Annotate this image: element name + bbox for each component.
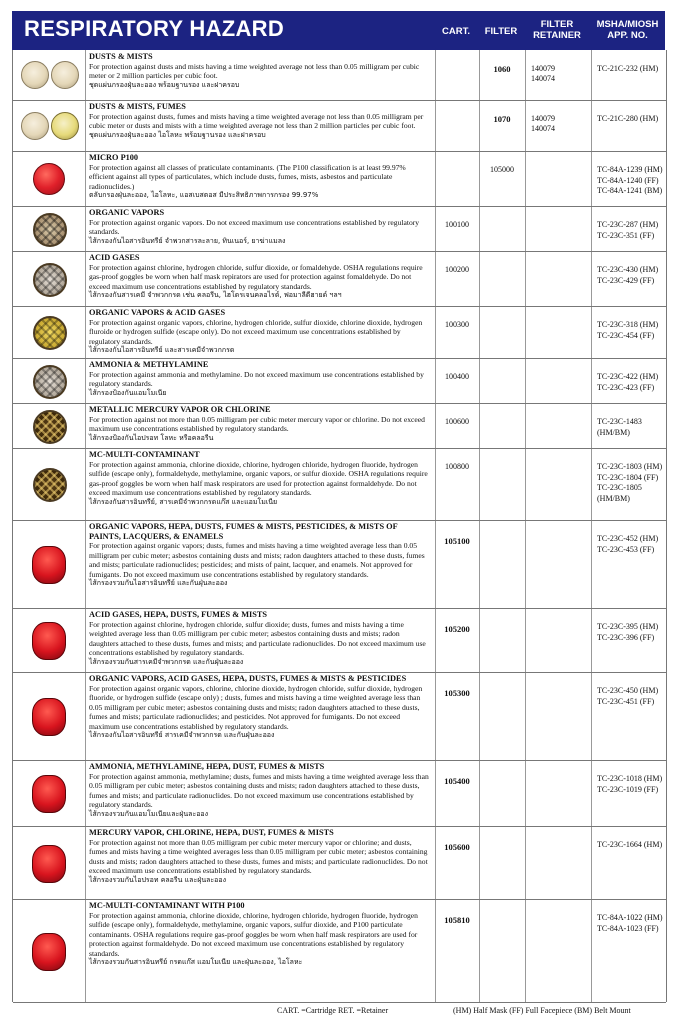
approval-number: TC-23C-423 (FF) — [597, 382, 655, 392]
filter-number: 1070 — [493, 114, 511, 124]
cart-number: 100800 — [445, 462, 469, 471]
hazard-thai-text: ไส้กรองกันไอสารอินทรีย์ และสารเคมีจำพวกกรด — [89, 346, 235, 354]
table-row — [13, 520, 666, 609]
approval-numbers — [597, 165, 665, 197]
cart-number: 105400 — [444, 776, 470, 786]
hazard-table — [12, 50, 667, 1002]
column-header-msha — [590, 19, 665, 41]
approval-number: TC-23C-395 (HM) — [597, 622, 659, 631]
hazard-name: MC-MULTI-CONTAMINANT — [89, 450, 200, 459]
retainer-number: 140074 — [531, 74, 555, 83]
hazard-text: For protection against ammonia, chlorine dioxide, chlorine, hydrogen chloride, hydrogen fluoride, hydrogen sulfide (escape only), formaldehyde, methylamine, organic vapors, or sulfur dioxide. OSHA regulations require gas-proof goggles be worn when half mask respirators are used for protection against formaldehyde. Do not exceed maximum use concentrations established by regulatory standards. — [89, 459, 428, 497]
filter-product-image — [17, 899, 81, 1002]
hazard-name: AMMONIA & METHYLAMINE — [89, 360, 209, 369]
filter-icon — [33, 410, 67, 444]
cart-number: 100600 — [445, 417, 469, 426]
filter-icon — [32, 775, 66, 813]
approval-numbers — [597, 622, 665, 643]
approval-numbers — [597, 114, 665, 125]
hazard-name: MERCURY VAPOR, CHLORINE, HEPA, DUST, FUMES & MISTS — [89, 828, 334, 837]
hazard-description — [89, 52, 429, 90]
approval-number: TC-23C-1018 (HM) — [597, 774, 663, 783]
approval-number: TC-23C-451 (FF) — [597, 696, 655, 706]
approval-number: TC-84A-1239 (HM) — [597, 165, 663, 174]
cart-number: 105200 — [444, 624, 470, 634]
filter-product-image — [17, 403, 81, 448]
approval-numbers — [597, 840, 665, 851]
approval-number: TC-23C-430 (HM) — [597, 265, 659, 274]
approval-numbers — [597, 913, 665, 934]
hazard-text: For protection against ammonia, methylamine; dusts, fumes and mists having a time weighted average less than 0.05 milligram per cubic meter; asbestos containing dusts and mists; radon daughters attached to these dusts, fumes and mists; and particulate radionuclides. Do not exceed maximum use concentrations established by regulatory standards. — [89, 771, 429, 809]
hazard-description — [89, 610, 429, 667]
filter-retainer — [531, 114, 591, 134]
retainer-number: 140079 — [531, 64, 555, 73]
approval-number: TC-23C-454 (FF) — [597, 330, 655, 340]
approval-number: TC-23C-453 (FF) — [597, 544, 655, 554]
approval-number: TC-23C-396 (FF) — [597, 632, 655, 642]
approval-number: TC-23C-422 (HM) — [597, 372, 659, 381]
hazard-description — [89, 153, 429, 200]
hazard-thai-text: ชุดแผ่นกรองฝุ่นละออง พร้อมฐานรอง และฝาครอบ — [89, 80, 240, 89]
approval-number: TC-23C-450 (HM) — [597, 686, 659, 695]
filter-icon — [33, 163, 65, 195]
filter-icon — [33, 263, 67, 297]
approval-numbers — [597, 774, 665, 795]
hazard-thai-text: ไส้กรองกันสารเคมี จำพวกกรด เช่น คลอรีน, ไฮโดรเจนคลอไรด์, ฟอมาลีดีฮายด์ ฯลฯ — [89, 291, 342, 299]
hazard-description — [89, 253, 429, 300]
cart-number: 105600 — [444, 842, 470, 852]
hazard-name: DUSTS & MISTS, FUMES — [89, 102, 186, 111]
table-row — [13, 403, 666, 449]
hazard-thai-text: ชุดแผ่นกรองฝุ่นละออง ไอโลหะ พร้อมฐานรอง และฝาครอบ — [89, 130, 266, 139]
approval-numbers — [597, 320, 665, 341]
filter-product-image — [17, 448, 81, 520]
cart-number: 100400 — [445, 372, 469, 381]
filter-icon — [32, 698, 66, 736]
filter-icon — [32, 546, 66, 584]
filter-icon — [33, 365, 67, 399]
table-row — [13, 50, 666, 101]
approval-number: TC-21C-280 (HM) — [597, 114, 659, 123]
hazard-name: METALLIC MERCURY VAPOR OR CHLORINE — [89, 405, 271, 414]
filter-icon — [51, 61, 79, 89]
footer-legend-left: CART. =Cartridge RET. =Retainer — [277, 1006, 389, 1015]
hazard-thai-text: ไส้กรองกันสารอินทรีย์, สารเคมีจำพวกกรดแก๊ส และแอมโมเนีย — [89, 497, 278, 506]
approval-number: TC-84A-1022 (HM) — [597, 913, 663, 922]
approval-number: (HM/BM) — [597, 427, 630, 437]
approval-numbers — [597, 462, 665, 504]
hazard-name: ACID GASES, HEPA, DUSTS, FUMES & MISTS — [89, 610, 268, 619]
hazard-thai-text: ไส้กรองป้องกันไอปรอท โลหะ หรือคลอรีน — [89, 433, 214, 442]
table-row — [13, 251, 666, 307]
filter-product-image — [17, 50, 81, 100]
filter-icon — [32, 845, 66, 883]
hazard-thai-text: ไส้กรองกันไอสารอินทรีย์ สารเคมีจำพวกกรด และกันฝุ่นละออง — [89, 731, 275, 739]
filter-icon — [33, 468, 67, 502]
hazard-thai-text: ไส้กรองรวมกันสารเคมีจำพวกกรด และกันฝุ่นละออง — [89, 657, 244, 666]
hazard-name: ORGANIC VAPORS, ACID GASES, HEPA, DUSTS, FUMES & MISTS & PESTICIDES — [89, 674, 407, 683]
column-header-filter: FILTER — [484, 26, 518, 37]
column-header-cart: CART. — [442, 26, 470, 37]
approval-number: TC-23C-429 (FF) — [597, 275, 655, 285]
hazard-name: ORGANIC VAPORS & ACID GASES — [89, 308, 226, 317]
hazard-text: For protection against organic vapors. Do not exceed maximum use concentrations established by regulatory standards. — [89, 217, 420, 236]
filter-product-image — [17, 100, 81, 151]
approval-numbers — [597, 220, 665, 241]
approval-numbers — [597, 534, 665, 555]
approval-number: TC-23C-452 (HM) — [597, 534, 659, 543]
table-row — [13, 151, 666, 207]
filter-product-image — [17, 358, 81, 403]
filter-icon — [32, 622, 66, 660]
approval-number: TC-23C-1805 — [597, 483, 642, 492]
filter-icon — [21, 112, 49, 140]
filter-icon — [33, 316, 67, 350]
cart-number: 105100 — [444, 536, 470, 546]
approval-number: TC-84A-1023 (FF) — [597, 923, 659, 933]
approval-number: TC-23C-1019 (FF) — [597, 784, 659, 794]
hazard-thai-text: ตลับกรองฝุ่นละออง, ไอโลหะ, แอสเบสตอส มีประสิทธิภาพการกรอง 99.97% — [89, 191, 319, 199]
retainer-number: 140079 — [531, 114, 555, 123]
hazard-text: For protection against chlorine, hydrogen chloride, sulfur dioxide; dusts, fumes and mists having a time weighted average less than 0.05 milligram per cubic meter; asbestos containing dusts and mists; radon daughters attached to these dusts, fumes and mists; and particulate radionuclides. Do not exceed maximum use concentrations established by regulatory standards. — [89, 619, 426, 657]
table-row — [13, 672, 666, 761]
approval-numbers — [597, 265, 665, 286]
hazard-thai-text: ไส้กรองกันไอสารอินทรีย์ จำพวกสารละลาย, ทินเนอร์, ยาฆ่าแมลง — [89, 236, 286, 245]
filter-product-image — [17, 206, 81, 251]
hazard-thai-text: ไส้กรองรวมกันสารอินทรีย์ กรดแก๊ส แอมโมเนีย และฝุ่นละออง, ไอโลหะ — [89, 958, 303, 966]
hazard-description — [89, 405, 429, 443]
hazard-text: For protection against organic vapors, chlorine, hydrogen chloride, sulfur dioxide, chlorine dioxide, hydrogen fluroide or hydrogen sulfide (escape only). Do not exceed maximum use concentrations established by regulatory standards. — [89, 317, 423, 346]
page-title: RESPIRATORY HAZARD — [24, 16, 285, 41]
filter-product-image — [17, 672, 81, 760]
hazard-description — [89, 762, 429, 819]
table-row — [13, 899, 666, 1003]
filter-icon — [33, 213, 67, 247]
hazard-name: DUSTS & MISTS — [89, 52, 153, 61]
hazard-thai-text: ไส้กรองรวมกันไอปรอท คลอรีน และฝุ่นละออง — [89, 875, 226, 884]
filter-product-image — [17, 760, 81, 826]
filter-icon — [32, 933, 66, 971]
approval-number: TC-23C-287 (HM) — [597, 220, 659, 229]
filter-product-image — [17, 608, 81, 672]
hazard-text: For protection against chlorine, hydrogen chloride, sulfur dioxide, or fomaldehyde. OSHA regulations require gas-proof goggles be worn when half mask repirators are used for protection against fomaldehyde. Do not exceed maximum use concentrations established by regulatory standards. — [89, 262, 423, 291]
hazard-description — [89, 208, 429, 246]
hazard-description — [89, 828, 429, 885]
hazard-description — [89, 522, 429, 588]
hazard-text: For protection against not more than 0.05 milligram per cubic meter mercury vapor or chlorine; and dusts, fumes and mists having a time weighted averages less than 0.05 milligram per cubic meter; asbestos containing dusts and mists; radon daughters attached to these dusts, fumes and mists; and particulate radionuclides. Do not exceed maximum use concentrations established by regulatory standards. — [89, 837, 428, 875]
approval-number: TC-23C-1804 (FF) — [597, 472, 659, 482]
column-header-filter-retainer — [527, 19, 587, 41]
hazard-name: MICRO P100 — [89, 153, 139, 162]
approval-numbers — [597, 372, 665, 393]
column-header-filter-retainer-line1: FILTER — [540, 19, 574, 30]
filter-product-image — [17, 251, 81, 306]
hazard-description — [89, 901, 429, 967]
hazard-text: For protection against dusts and mists having a time weighted average not less than 0.05 milligram per cubic meter or 2 million particles per cubic foot. — [89, 61, 420, 80]
table-row — [13, 306, 666, 359]
hazard-name: ORGANIC VAPORS — [89, 208, 165, 217]
table-row — [13, 448, 666, 521]
approval-number: TC-23C-1803 (HM) — [597, 462, 663, 471]
retainer-number: 140074 — [531, 124, 555, 133]
filter-product-image — [17, 151, 81, 206]
hazard-text: For protection against dusts, fumes and mists having a time weighted average not less than 0.05 milligram per cubic meter or dusts and mists with a time weighted average not less than 2 million particles per cubic foot. — [89, 111, 424, 130]
approval-number: TC-23C-318 (HM) — [597, 320, 659, 329]
table-row — [13, 826, 666, 900]
hazard-thai-text: ไส้กรองป้องกันแอมโมเนีย — [89, 388, 167, 397]
hazard-description — [89, 308, 429, 355]
approval-number: TC-23C-1483 — [597, 417, 642, 426]
approval-number: TC-23C-1664 (HM) — [597, 840, 663, 849]
hazard-description — [89, 450, 429, 507]
table-row — [13, 760, 666, 827]
filter-product-image — [17, 306, 81, 358]
approval-number: TC-84A-1241 (BM) — [597, 186, 663, 195]
hazard-text: For protection against organic vapors; dusts, fumes and mists having a time weighted average less than 0.05 milligram per cubic meter; asbestos containing dusts and mists; radon daughters attached to these dusts, fumes and mists; particulate radionuclides; pesticides; and mists of paint, lacquer, and enamels. Not approved for fumigants. Do not exceed maximum use concentrations established by regulatory standards. — [89, 541, 425, 579]
approval-number: TC-21C-232 (HM) — [597, 64, 659, 73]
filter-number: 105000 — [490, 165, 514, 174]
table-row — [13, 608, 666, 673]
hazard-thai-text: ไส้กรองรวมกันไอสารอินทรีย์ และกันฝุ่นละออง — [89, 579, 228, 587]
hazard-name: ACID GASES — [89, 253, 140, 262]
cart-number: 100300 — [445, 320, 469, 329]
column-header-filter-retainer-line2: RETAINER — [533, 30, 581, 41]
hazard-name: AMMONIA, METHYLAMINE, HEPA, DUST, FUMES & MISTS — [89, 762, 325, 771]
table-row — [13, 100, 666, 152]
approval-number: TC-84A-1240 (FF) — [597, 175, 659, 185]
hazard-name: MC-MULTI-CONTAMINANT WITH P100 — [89, 901, 245, 910]
table-row — [13, 358, 666, 404]
filter-retainer — [531, 64, 591, 84]
hazard-description — [89, 102, 429, 140]
cart-number: 105810 — [444, 915, 470, 925]
hazard-name: ORGANIC VAPORS, HEPA, DUSTS, FUMES & MISTS, PESTICIDES, & MISTS OF PAINTS, LACQUERS, & ENAMELS — [89, 522, 398, 541]
hazard-text: For protection against ammonia, chlorine dioxide, chlorine, hydrogen chloride, hydrogen fluoride, hydrogen sulfide (escape only), formaldehyde, methylamine, organic vapors, sulfur dioxide, and P100 particulate contaminants. OSHA regulations require gas-proof goggles be worn when half mask respirators are used for protection against formaldehyde. Do not exceed maximum use concentrations established by regulatory standards. — [89, 910, 418, 958]
hazard-description — [89, 360, 429, 398]
footer-legend-right: (HM) Half Mask (FF) Full Facepiece (BM) Belt Mount — [453, 1006, 631, 1015]
filter-number: 1060 — [493, 64, 511, 74]
table-header — [12, 11, 665, 50]
filter-icon — [51, 112, 79, 140]
hazard-thai-text: ไส้กรองรวมกันแอมโมเนียและฝุ่นละออง — [89, 809, 209, 818]
column-header-msha-line2: APP. NO. — [607, 30, 648, 41]
approval-numbers — [597, 417, 665, 438]
filter-product-image — [17, 826, 81, 899]
approval-numbers — [597, 64, 665, 75]
approval-number: TC-23C-351 (FF) — [597, 230, 655, 240]
column-header-msha-line1: MSHA/MIOSH — [596, 19, 659, 30]
filter-product-image — [17, 520, 81, 608]
hazard-text: For protection against all classes of praticulate contaminants. (The P100 classification is at least 99.97% efficient against all types of particulates, which include dusts, fumes, mists, asbestos and particulate radionuclides.) — [89, 162, 406, 191]
cart-number: 105300 — [444, 688, 470, 698]
cart-number: 100100 — [445, 220, 469, 229]
approval-numbers — [597, 686, 665, 707]
hazard-text: For protection against not more than 0.05 milligram per cubic meter mercury vapor or chlorine. Do not exceed maximum use concentrations established by regulatory standards. — [89, 414, 425, 433]
table-row — [13, 206, 666, 252]
hazard-description — [89, 674, 429, 740]
filter-icon — [21, 61, 49, 89]
cart-number: 100200 — [445, 265, 469, 274]
hazard-text: For protection against organic vapors, chlorine, chlorine dioxide, hydrogen chloride, sulfur dioxide, hydrogen fluoride, or hydrogen sulfide (escape only) ; dusts, fumes and mists having a time weighted average less than 0.05 milligram per cubic meter; asbestos containing dusts and mists; radon daughters attached to these dusts, fumes and mists; particulate radionuclides; and pesticides. Not approved for fumigants. Do not exceed maximum use concentrations established by regulatory standards. — [89, 683, 423, 731]
approval-number: (HM/BM) — [597, 493, 630, 503]
hazard-text: For protection against ammonia and methylamine. Do not exceed maximum use concentrations established by regulatory standards. — [89, 369, 424, 388]
